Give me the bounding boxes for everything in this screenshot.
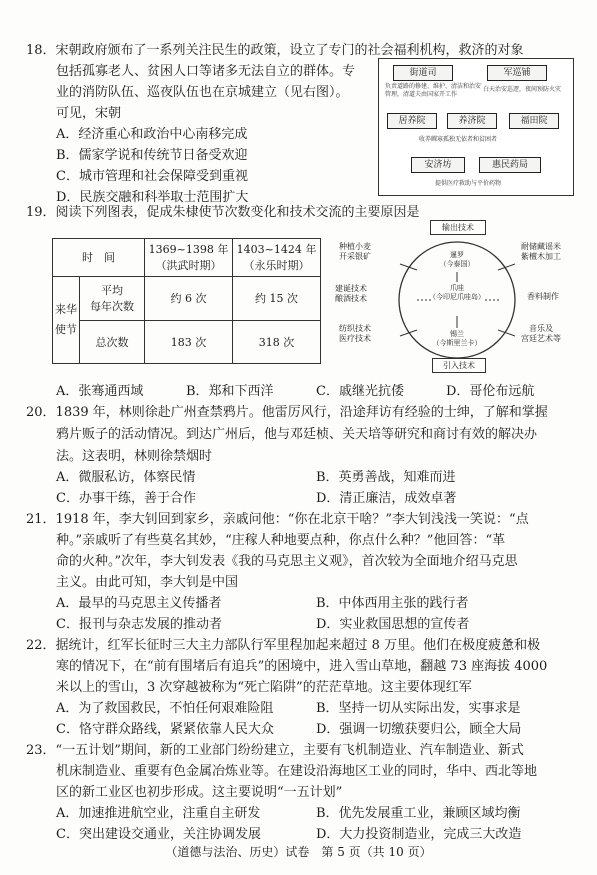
q23-option-a: A．加速推进航空业，注重自主研发	[56, 806, 261, 821]
q20-option-c: C．办事干练，善于合作	[56, 491, 196, 506]
tech-right-1: 耐储藏谣米 紫檀木加工	[521, 242, 561, 261]
cell-total-yongle: 318 次	[233, 321, 321, 364]
q23-option-b: B．优先发展重工业，兼顾区域均衡	[316, 806, 521, 821]
box-anji: 安济坊	[411, 157, 465, 173]
hongwu-label: （洪武时期）	[155, 258, 222, 272]
q22-option-c: C．恪守群众路线，紧紧依靠人民大众	[56, 722, 274, 737]
q22-line: 米以上的雪山，3 次穿越被称为“死亡陷阱”的茫茫草地。这主要体现红军	[56, 680, 472, 695]
envoy-table	[52, 238, 321, 364]
cell-total-hongwu: 183 次	[145, 321, 233, 364]
row-avg-label	[80, 277, 145, 321]
avg-label: 平均	[101, 283, 123, 297]
page-footer: （道德与法治、历史）试卷 第 5 页（共 10 页）	[165, 845, 432, 859]
box-huimin: 惠民药局	[479, 157, 541, 173]
box-juyang: 居养院	[387, 113, 437, 129]
row-total-label: 总次数	[80, 321, 145, 364]
q21-option-c: C．报刊与杂志发展的推动者	[56, 617, 222, 632]
medical-note: 提供医疗救助与平价药物	[435, 180, 502, 187]
q18-option-b: B．儒家学说和传统节日备受欢迎	[56, 148, 248, 163]
q20-line: 法。这表明，林则徐禁烟时	[56, 449, 213, 464]
q18-line: 18．宋朝政府颁布了一系列关注民生的政策，设立了专门的社会福利机构，救济的对象	[26, 43, 524, 58]
box-futian: 福田院	[509, 113, 559, 129]
q20-option-b: B．英勇善战，知难而进	[316, 470, 456, 485]
box-street-office: 街道司	[393, 65, 453, 81]
table-header-time: 时 间	[53, 239, 145, 277]
tech-exchange-diagram	[335, 220, 580, 375]
q22-line: 22．据统计，红军长征时三大主力部队行军里程加起来超过 8 万里。他们在极度疲惫和极	[26, 638, 541, 653]
q22-option-a: A．为了救国救民，不怕任何艰难险阻	[56, 701, 274, 716]
q21-option-a: A．最早的马克思主义传播者	[56, 596, 222, 611]
q23-line: 区的新工业区也初步形成。这主要说明“一五计划”	[56, 785, 343, 800]
table-header-hongwu	[145, 239, 233, 277]
node-java: 爪哇 （今印尼爪哇岛）	[429, 284, 485, 301]
node-ceylon: 锡兰 （今斯里兰卡）	[432, 330, 482, 347]
q23-line: 23．“一五计划”期间，新的工业部门纷纷建立，主要有飞机制造业、汽车制造业、新式	[26, 743, 524, 758]
shelter-note: 收养鳏寡孤独无依者和贫困者	[419, 136, 498, 143]
tech-left-3: 纺织技术 医疗技术	[339, 324, 371, 343]
q19-option-b: B．郑和下西洋	[186, 384, 274, 399]
q18-option-c: C．城市管理和社会保障受到重视	[56, 169, 248, 184]
import-tech-label: 引入技术	[432, 358, 486, 373]
table-side-label: 来华使节	[53, 277, 80, 364]
q19-option-d: D．哥伦布远航	[446, 384, 535, 399]
q22-line: 寒的情况下，在“前有围堵后有追兵”的困境中，进入雪山草地，翻越 73 座海拔 4000	[56, 659, 548, 674]
box-patrol-post: 军巡铺	[487, 65, 547, 81]
hongwu-years: 1369~1398 年	[148, 242, 229, 256]
q18-option-d: D．民族交融和科举取士范围扩大	[56, 190, 249, 205]
q19-option-a: A．张骞通西域	[56, 384, 144, 399]
tech-left-1: 种植小麦 开采银矿	[339, 242, 371, 261]
street-office-note: 负责道路的修建、维护、清洁和治安管理，清道夫由国家开工作	[385, 83, 482, 98]
per-year-label: 每年次数	[90, 299, 134, 313]
tech-left-2: 建诞技术 酿酒技术	[335, 284, 367, 303]
q18-option-a: A．经济重心和政治中心南移完成	[56, 127, 248, 142]
q21-option-d: D．实业救国思想的宣传者	[316, 617, 470, 632]
song-welfare-diagram	[378, 58, 574, 196]
tech-right-2: 香料制作	[527, 292, 559, 301]
cell-avg-yongle: 约 15 次	[233, 277, 321, 321]
table-header-yongle	[233, 239, 321, 277]
q20-option-a: A．微服私访，体察民情	[56, 470, 196, 485]
q22-option-b: B．坚持一切从实际出发，实事求是	[316, 701, 521, 716]
box-yangji: 养济院	[447, 113, 497, 129]
yongle-years: 1403~1424 年	[236, 242, 317, 256]
q20-line: 鸦片贩子的活动情况。到达广州后，他与邓廷桢、关天培等研究和商讨有效的解决办	[56, 427, 538, 442]
cell-avg-hongwu: 约 6 次	[145, 277, 233, 321]
q23-option-d: D．大力投资制造业，完成三大改造	[316, 827, 522, 842]
export-tech-label: 输出技术	[430, 220, 486, 235]
q20-option-d: D．清正廉洁，成效卓著	[316, 491, 457, 506]
q20-line: 20．1839 年，林则徐赴广州查禁鸦片。他雷厉风行，沿途拜访有经验的士绅，了解和掌握	[26, 405, 548, 420]
q22-option-d: D．强调一切缴获要归公，顾全大局	[316, 722, 522, 737]
q19-stem: 19．阅读下列图表，促成朱棣使节次数变化和技术交流的主要原因是	[26, 205, 420, 220]
yongle-label: （永乐时期）	[243, 258, 310, 272]
tech-right-3: 音乐及 宫廷艺术等	[521, 324, 561, 343]
q21-line: 命的火种。”次年，李大钊发表《我的马克思主义观》，首次较为全面地介绍马克思	[56, 554, 518, 569]
q18-line: 包括孤寡老人、贫困人口等诸多无法自立的群体。专	[56, 64, 356, 79]
q18-line: 可见，宋朝	[56, 106, 122, 121]
q21-line: 种。”亲戚听了有些莫名其妙，“庄稼人种地要点种，你点什么种？”他回答：“革	[56, 533, 506, 548]
q21-line: 主义。由此可知，李大钊是中国	[56, 575, 239, 590]
patrol-post-note: 白天治安巡逻，夜间预防火灾	[483, 86, 562, 93]
q23-option-c: C．突出建设交通业，关注协调发展	[56, 827, 261, 842]
node-siam: 暹罗 （今泰国）	[439, 251, 475, 268]
q21-option-b: B．中体西用主张的践行者	[316, 596, 469, 611]
q19-option-c: C．戚继光抗倭	[316, 384, 404, 399]
q18-line: 业的消防队伍、巡夜队伍也在京城建立（见右图）。	[56, 85, 349, 100]
q23-line: 机床制造业、重要有色金属冶炼业等。在建设沿海地区工业的同时，华中、西北等地	[56, 764, 538, 779]
q21-line: 21．1918 年，李大钊回到家乡，亲戚问他：“你在北京干啥？”李大钊浅浅一笑说：“点	[26, 512, 529, 527]
